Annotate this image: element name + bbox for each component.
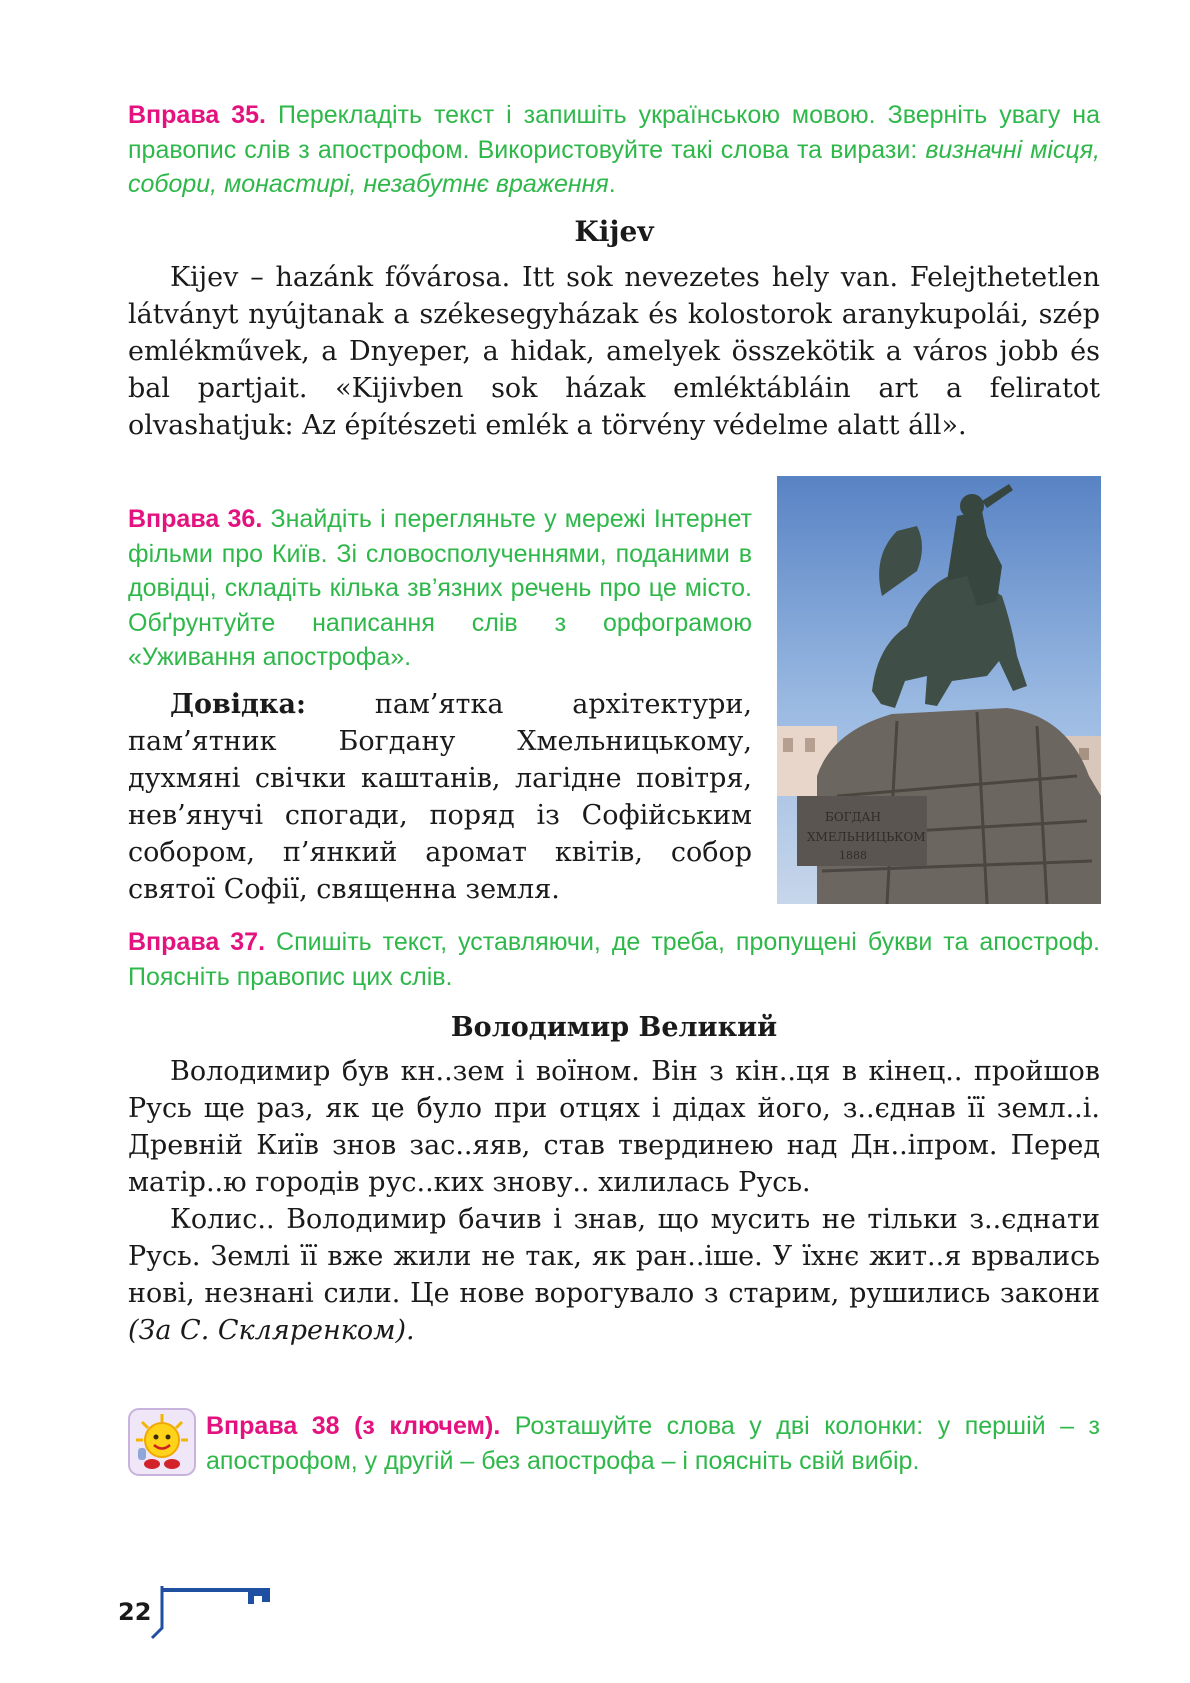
volodymyr-title: Володимир Великий bbox=[450, 1012, 778, 1043]
sun-key-icon bbox=[128, 1408, 196, 1476]
volodymyr-paragraph-2 bbox=[128, 1201, 1100, 1349]
exercise-37-label: Вправа 37. bbox=[128, 928, 266, 956]
volodymyr-paragraph-2-text: Колис.. Володимир бачив і знав, що мусить не тільки з..єднати Русь. Землі її вже жили не так, як ран..іше. У їхнє жит..я врвались нові, незнані сили. Це нове ворогувало з старим, рушились закони bbox=[128, 1204, 1100, 1309]
exercise-35 bbox=[128, 98, 1100, 202]
kijev-title: Kijev bbox=[574, 215, 654, 248]
exercise-37 bbox=[128, 925, 1100, 994]
exercise-36-label: Вправа 36. bbox=[128, 505, 263, 533]
exercise-38 bbox=[206, 1409, 1100, 1478]
dovidka-block bbox=[128, 686, 752, 908]
exercise-38-text: Розташуйте слова у дві колонки: у першій – з апострофом, у другій – без апострофа – і поясніть свій вибір. bbox=[206, 1412, 1100, 1475]
dovidka-label: Довідка: bbox=[170, 689, 306, 720]
exercise-35-label: Вправа 35. bbox=[128, 101, 266, 129]
page-number: 22 bbox=[118, 1598, 152, 1626]
volodymyr-source: (За С. Скляренком). bbox=[128, 1315, 415, 1346]
dovidka-text: пам’ятка архітектури, пам’ятник Богдану Хмельницькому, духмяні свічки каштанів, лагідне повітря, нев’янучі спогади, поряд із Софійським собором, п’янкий аромат квітів, собор святої Софії, священна земля. bbox=[128, 689, 752, 905]
exercise-36-text: Знайдіть і перегляньте у мережі Інтернет фільми про Київ. Зі словосполученнями, поданими в довідці, складіть кілька зв’язних речень про це місто. Обґрунтуйте написання слів з орфограмою «Уживання апострофа». bbox=[128, 505, 752, 671]
svg-text:БОГДАН: БОГДАН bbox=[825, 810, 881, 824]
exercise-38-label: Вправа 38 (з ключем). bbox=[206, 1412, 501, 1440]
svg-text:1888: 1888 bbox=[839, 849, 867, 862]
exercise-37-text: Спишіть текст, уставляючи, де треба, пропущені букви та апостроф. Поясніть правопис цих слів. bbox=[128, 928, 1100, 991]
key-icon bbox=[128, 1408, 196, 1476]
svg-text:ХМЕЛЬНИЦЬКОМ: ХМЕЛЬНИЦЬКОМ bbox=[807, 830, 926, 844]
exercise-36 bbox=[128, 502, 752, 675]
kijev-paragraph: Kijev – hazánk fővárosa. Itt sok nevezetes hely van. Felejthetetlen látványt nyújtanak a székesegyházak és kolostorok aranykupolái, szép emlékművek, a Dnyeper, a hidak, amelyek összekötik a város jobb és bal partjait. «Kijivben sok házak emléktábláin art a feliratot olvashatjuk: Az építészeti emlék a törvény védelme alatt áll». bbox=[128, 262, 1100, 441]
monument-photo bbox=[777, 476, 1101, 904]
page-footer-ornament bbox=[150, 1580, 290, 1640]
exercise-35-words: визначні місця, собори, монастирі, незабутнє враження bbox=[128, 135, 1100, 198]
exercise-35-text: Перекладіть текст і запишіть українською мовою. Зверніть увагу на правопис слів з апострофом. Використовуйте такі слова та вирази: bbox=[128, 101, 1100, 164]
volodymyr-text bbox=[128, 1053, 1100, 1349]
monument-image bbox=[777, 476, 1101, 904]
volodymyr-paragraph-1: Володимир був кн..зем і воїном. Він з кін..ця в кінец.. пройшов Русь ще раз, як це було при отцях і дідах його, з..єднав її земл..і. Древній Київ знов зас..яяв, став твердинею над Дн..іпром. Перед матір..ю городів рус..ких знову.. хилилась Русь. bbox=[128, 1056, 1100, 1198]
kijev-text bbox=[128, 259, 1100, 444]
dovidka-paragraph bbox=[128, 686, 752, 908]
exercise-35-end: . bbox=[608, 170, 616, 198]
